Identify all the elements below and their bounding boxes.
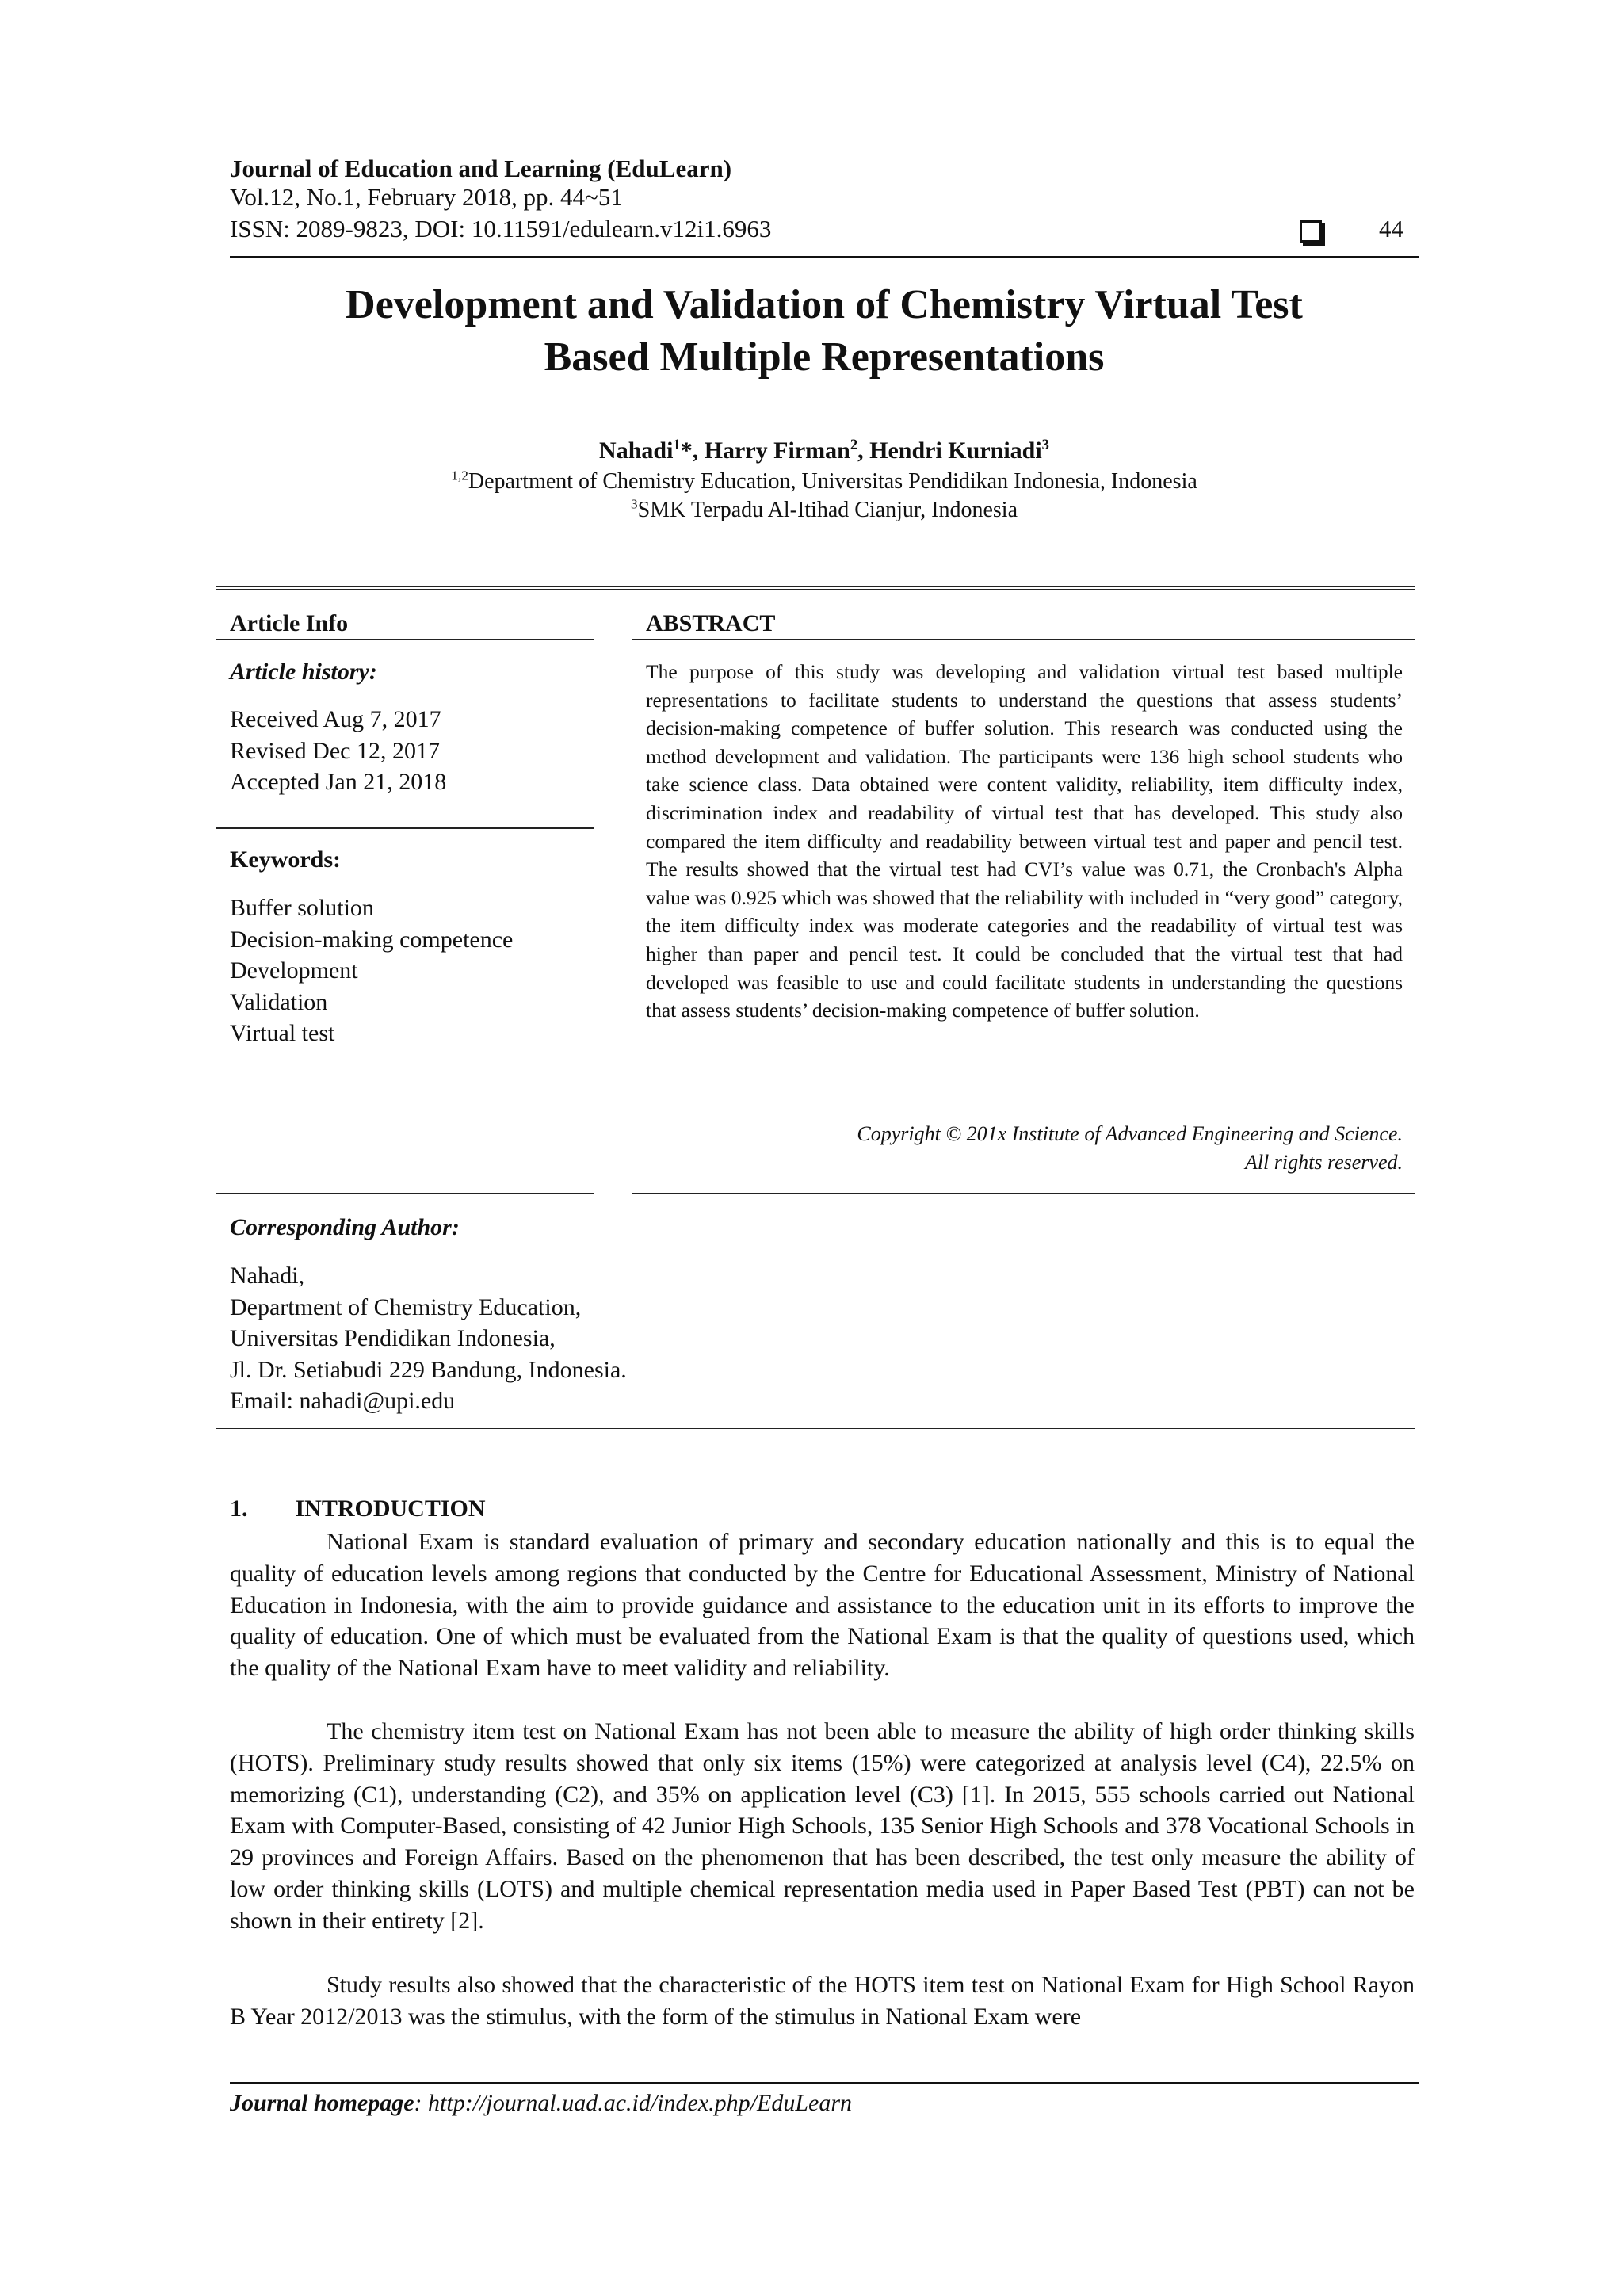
article-history (230, 704, 594, 798)
title-line-2: Based Multiple Representations (544, 334, 1105, 380)
affiliation-1-text: Department of Chemistry Education, Universitas Pendidikan Indonesia, Indonesia (468, 469, 1197, 494)
keyword: Virtual test (230, 1020, 335, 1046)
keyword: Buffer solution (230, 895, 374, 921)
keywords-heading: Keywords: (230, 846, 341, 873)
title-line-1: Development and Validation of Chemistry Virtual Test (346, 282, 1303, 327)
issn-line: ISSN: 2089-9823, DOI: 10.11591/edulearn.v12i1.6963 (230, 215, 772, 243)
copyright-notice (646, 1120, 1403, 1177)
author-3-sup: 3 (1041, 437, 1049, 453)
article-info-rule (216, 639, 594, 640)
corresponding-line: Department of Chemistry Education, (230, 1293, 582, 1320)
footer-rule (230, 2082, 1419, 2084)
journal-homepage (230, 2090, 852, 2117)
corresponding-rule (216, 1193, 594, 1194)
received-date: Received Aug 7, 2017 (230, 706, 441, 732)
corresponding-details (230, 1260, 785, 1417)
affiliation-2 (230, 498, 1419, 523)
author-1-sup: 1 (673, 437, 681, 453)
affiliation-2-text: SMK Terpadu Al-Itihad Cianjur, Indonesia (637, 498, 1018, 522)
abstract-heading: ABSTRACT (646, 610, 776, 636)
intro-paragraph-2: The chemistry item test on National Exam has not been able to measure the ability of high order thinking skills (HOTS). Preliminary study results showed that only six items (15%) were categorized at analysis level (C4), 22.5% on memorizing (C1), understanding (C2), and 35% on application level (C3) [1]. In 2015, 555 schools carried out National Exam with Computer-Based, consisting of 42 Junior High Schools, 135 Senior High Schools and 378 Vocational Schools in 29 provinces and Foreign Affairs. Based on the phenomenon that has been described, the test only measure the ability of low order thinking skills (LOTS) and multiple chemical representation media used in Paper Based Test (PBT) can not be shown in their entirety [2]. (230, 1718, 1415, 1934)
copyright-line-2: All rights reserved. (1244, 1151, 1403, 1174)
affiliation-2-sup: 3 (630, 496, 638, 512)
abstract-bottom-rule (632, 1193, 1415, 1194)
article-info-heading: Article Info (230, 610, 349, 636)
keywords-list (230, 892, 594, 1049)
author-3: Hendri Kurniadi (869, 437, 1042, 464)
corresponding-heading: Corresponding Author: (230, 1214, 460, 1240)
keyword: Development (230, 957, 358, 984)
abstract-rule (632, 639, 1415, 640)
intro-paragraph-1: National Exam is standard evaluation of primary and secondary education nationally and this is to equal the quality of education levels among regions that conducted by the Centre for Educational Assessment, Ministry of National Education in Indonesia, with the aim to provide guidance and assistance to the education unit in its efforts to improve the quality of education. One of which must be evaluated from the National Exam is that the quality of questions used, which the quality of the National Exam have to meet validity and reliability. (230, 1529, 1415, 1682)
homepage-separator: : (414, 2090, 429, 2116)
keyword: Validation (230, 988, 328, 1015)
header-rule (230, 256, 1419, 258)
keywords-rule (216, 827, 594, 829)
affiliation-1 (230, 469, 1419, 495)
accepted-date: Accepted Jan 21, 2018 (230, 769, 447, 795)
affiliation-1-sup: 1,2 (451, 468, 468, 483)
author-2-sup: 2 (850, 437, 858, 453)
author-separator: , (857, 437, 870, 464)
copyright-line-1: Copyright © 201x Institute of Advanced Engineering and Science. (857, 1122, 1403, 1145)
corresponding-line: Nahadi, (230, 1263, 305, 1289)
page-number: 44 (1379, 215, 1403, 243)
paper-title (230, 279, 1419, 384)
homepage-url[interactable]: http://journal.uad.ac.id/index.php/EduLearn (428, 2090, 852, 2116)
journal-name: Journal of Education and Learning (EduLearn) (230, 155, 732, 182)
keyword: Decision-making competence (230, 926, 514, 953)
author-2: Harry Firman (704, 437, 850, 464)
abstract-body: The purpose of this study was developing and validation virtual test based multiple representations to facilitate students to understand the questions that assess students’ decision-making competence of buffer solution. This research was conducted using the method development and validation. The participants were 136 high school students who take science class. Data obtained were content validity, reliability, item difficulty index, discrimination index and readability of virtual test that has developed. This study also compared the item difficulty and readability between virtual test and paper and pencil test. The results showed that the virtual test had CVI’s value was 0.71, the Cronbach's Alpha value was 0.925 which was showed that the reliability with included in “very good” category, the item difficulty index was moderate categories and the readability of virtual test was higher than paper and pencil test. It could be concluded that the virtual test that had developed was feasible to use and could facilitate students in understanding the questions that assess students’ decision-making competence of buffer solution. (646, 660, 1403, 1022)
article-history-heading: Article history: (230, 659, 377, 685)
revised-date: Revised Dec 12, 2017 (230, 737, 440, 764)
intro-paragraph-3: Study results also showed that the characteristic of the HOTS item test on National Exam for High School Rayon B Year 2012/2013 was the stimulus, with the form of the stimulus in National Exam were (230, 1972, 1415, 2030)
corresponding-email: Email: nahadi@upi.edu (230, 1388, 456, 1414)
square-icon (1300, 220, 1322, 243)
corresponding-line: Universitas Pendidikan Indonesia, (230, 1325, 556, 1351)
author-1-mark: *, (680, 437, 705, 464)
info-bottom-rule (216, 1428, 1415, 1431)
author-list (230, 437, 1419, 464)
homepage-label: Journal homepage (230, 2090, 414, 2116)
volume-line: Vol.12, No.1, February 2018, pp. 44~51 (230, 183, 623, 211)
introduction-heading: 1. INTRODUCTION (230, 1496, 486, 1522)
author-1: Nahadi (599, 437, 674, 464)
corresponding-line: Jl. Dr. Setiabudi 229 Bandung, Indonesia. (230, 1356, 627, 1383)
info-top-rule (216, 586, 1415, 590)
